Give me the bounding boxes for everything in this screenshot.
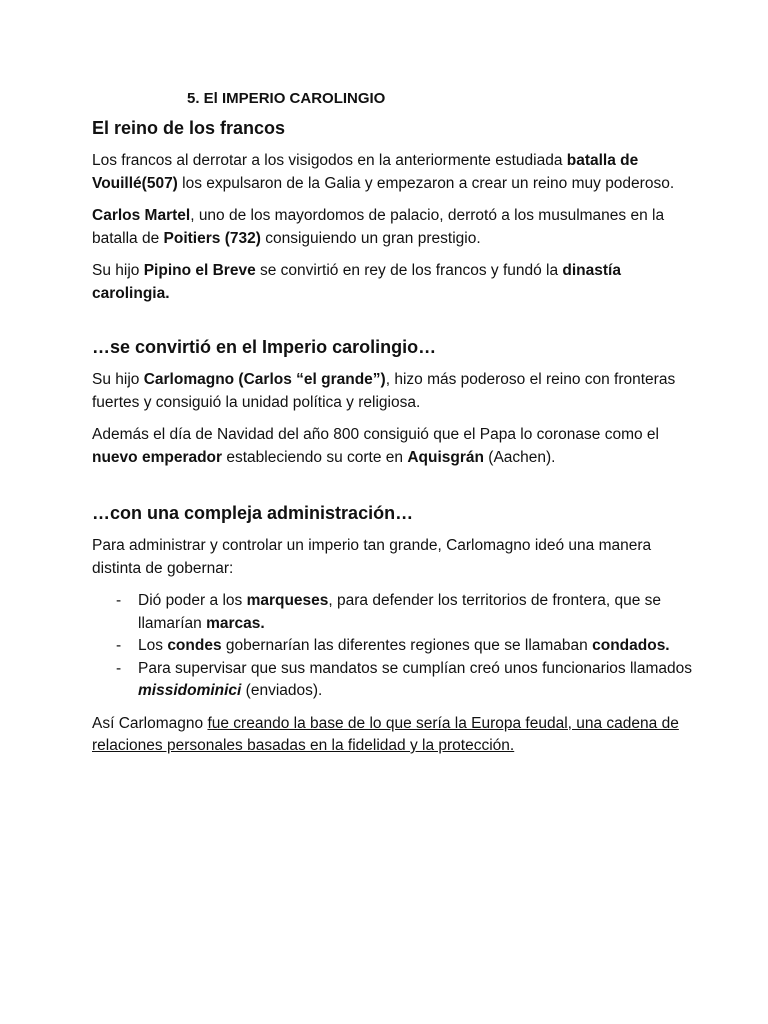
- paragraph-closing: [92, 713, 692, 758]
- section-heading-imperio: …se convirtió en el Imperio carolingio…: [92, 337, 437, 357]
- dash-bullet: -: [116, 592, 122, 609]
- underlined-conclusion: fue creando la base de lo que sería la Europa feudal, una cadena de relaciones personales basadas en la fidelidad y la protección.: [92, 714, 679, 754]
- section-heading-administracion: …con una compleja administración…: [92, 503, 414, 523]
- list-item: [92, 590, 692, 635]
- paragraph-coronacion: [92, 424, 692, 469]
- list-item: [92, 658, 692, 703]
- bold-term-emperador: nuevo emperador: [92, 448, 223, 466]
- text-span: estableciendo su corte en: [222, 448, 408, 466]
- bold-term-carlomagno: Carlomagno (Carlos “el grande”): [143, 371, 386, 388]
- bold-term-vouille: batalla de Vouillé(507): [92, 152, 639, 192]
- text-span: Así Carlomagno: [92, 714, 208, 732]
- text-span: Su hijo: [92, 262, 144, 279]
- bold-term-condados: condados.: [592, 637, 670, 654]
- administration-list: [92, 590, 692, 703]
- bold-term-marqueses: marqueses: [246, 592, 329, 609]
- paragraph-carlomagno: [92, 369, 692, 414]
- dash-bullet: -: [116, 637, 122, 654]
- text-span: Además el día de Navidad del año 800 consiguió que el Papa lo coronase como el: [92, 426, 659, 443]
- section-heading-reino-francos: El reino de los francos: [92, 118, 286, 138]
- bold-italic-term-missidominici: missidominici: [138, 682, 242, 699]
- bold-term-poitiers: Poitiers (732): [163, 229, 261, 247]
- text-span: , hizo más poderoso el reino con fronteras fuertes y consiguió la unidad política y religiosa.: [92, 371, 676, 411]
- list-item: [92, 635, 692, 658]
- text-span: se convirtió en rey de los francos y fundó la: [255, 262, 563, 279]
- paragraph-pipino: [92, 260, 692, 305]
- paragraph-administracion-intro: Para administrar y controlar un imperio tan grande, Carlomagno ideó una manera distinta de gobernar:: [92, 537, 652, 577]
- text-span: , uno de los mayordomos de palacio, derrotó a los musulmanes en la batalla de: [92, 207, 665, 247]
- bold-term-pipino: Pipino el Breve: [143, 262, 256, 279]
- bold-term-aquisgran: Aquisgrán: [407, 448, 484, 466]
- dash-bullet: -: [116, 659, 122, 677]
- text-span: , para defender los territorios de frontera, que se llamarían: [138, 592, 661, 632]
- text-span: gobernarían las diferentes regiones que se llamaban: [221, 637, 593, 654]
- bold-term-condes: condes: [167, 637, 222, 654]
- text-span: los expulsaron de la Galia y empezaron a crear un reino muy poderoso.: [177, 174, 675, 192]
- paragraph-vouille: [92, 150, 692, 195]
- text-span: Los: [138, 637, 168, 654]
- document-title: 5. El IMPERIO CAROLINGIO: [187, 90, 386, 107]
- text-span: Para supervisar que sus mandatos se cumplían creó unos funcionarios llamados: [138, 659, 692, 677]
- document-page: [92, 88, 692, 768]
- text-span: (enviados).: [241, 682, 323, 699]
- paragraph-carlos-martel: [92, 205, 692, 250]
- bold-term-marcas: marcas.: [206, 614, 265, 632]
- text-span: Su hijo: [92, 371, 144, 388]
- text-span: Dió poder a los: [138, 592, 247, 609]
- text-span: (Aachen).: [483, 448, 556, 466]
- bold-term-carlos-martel: Carlos Martel: [92, 207, 191, 224]
- bold-term-dinastia: dinastía carolingia.: [92, 262, 621, 302]
- text-span: Los francos al derrotar a los visigodos en la anteriormente estudiada: [92, 152, 567, 169]
- text-span: consiguiendo un gran prestigio.: [260, 229, 481, 247]
